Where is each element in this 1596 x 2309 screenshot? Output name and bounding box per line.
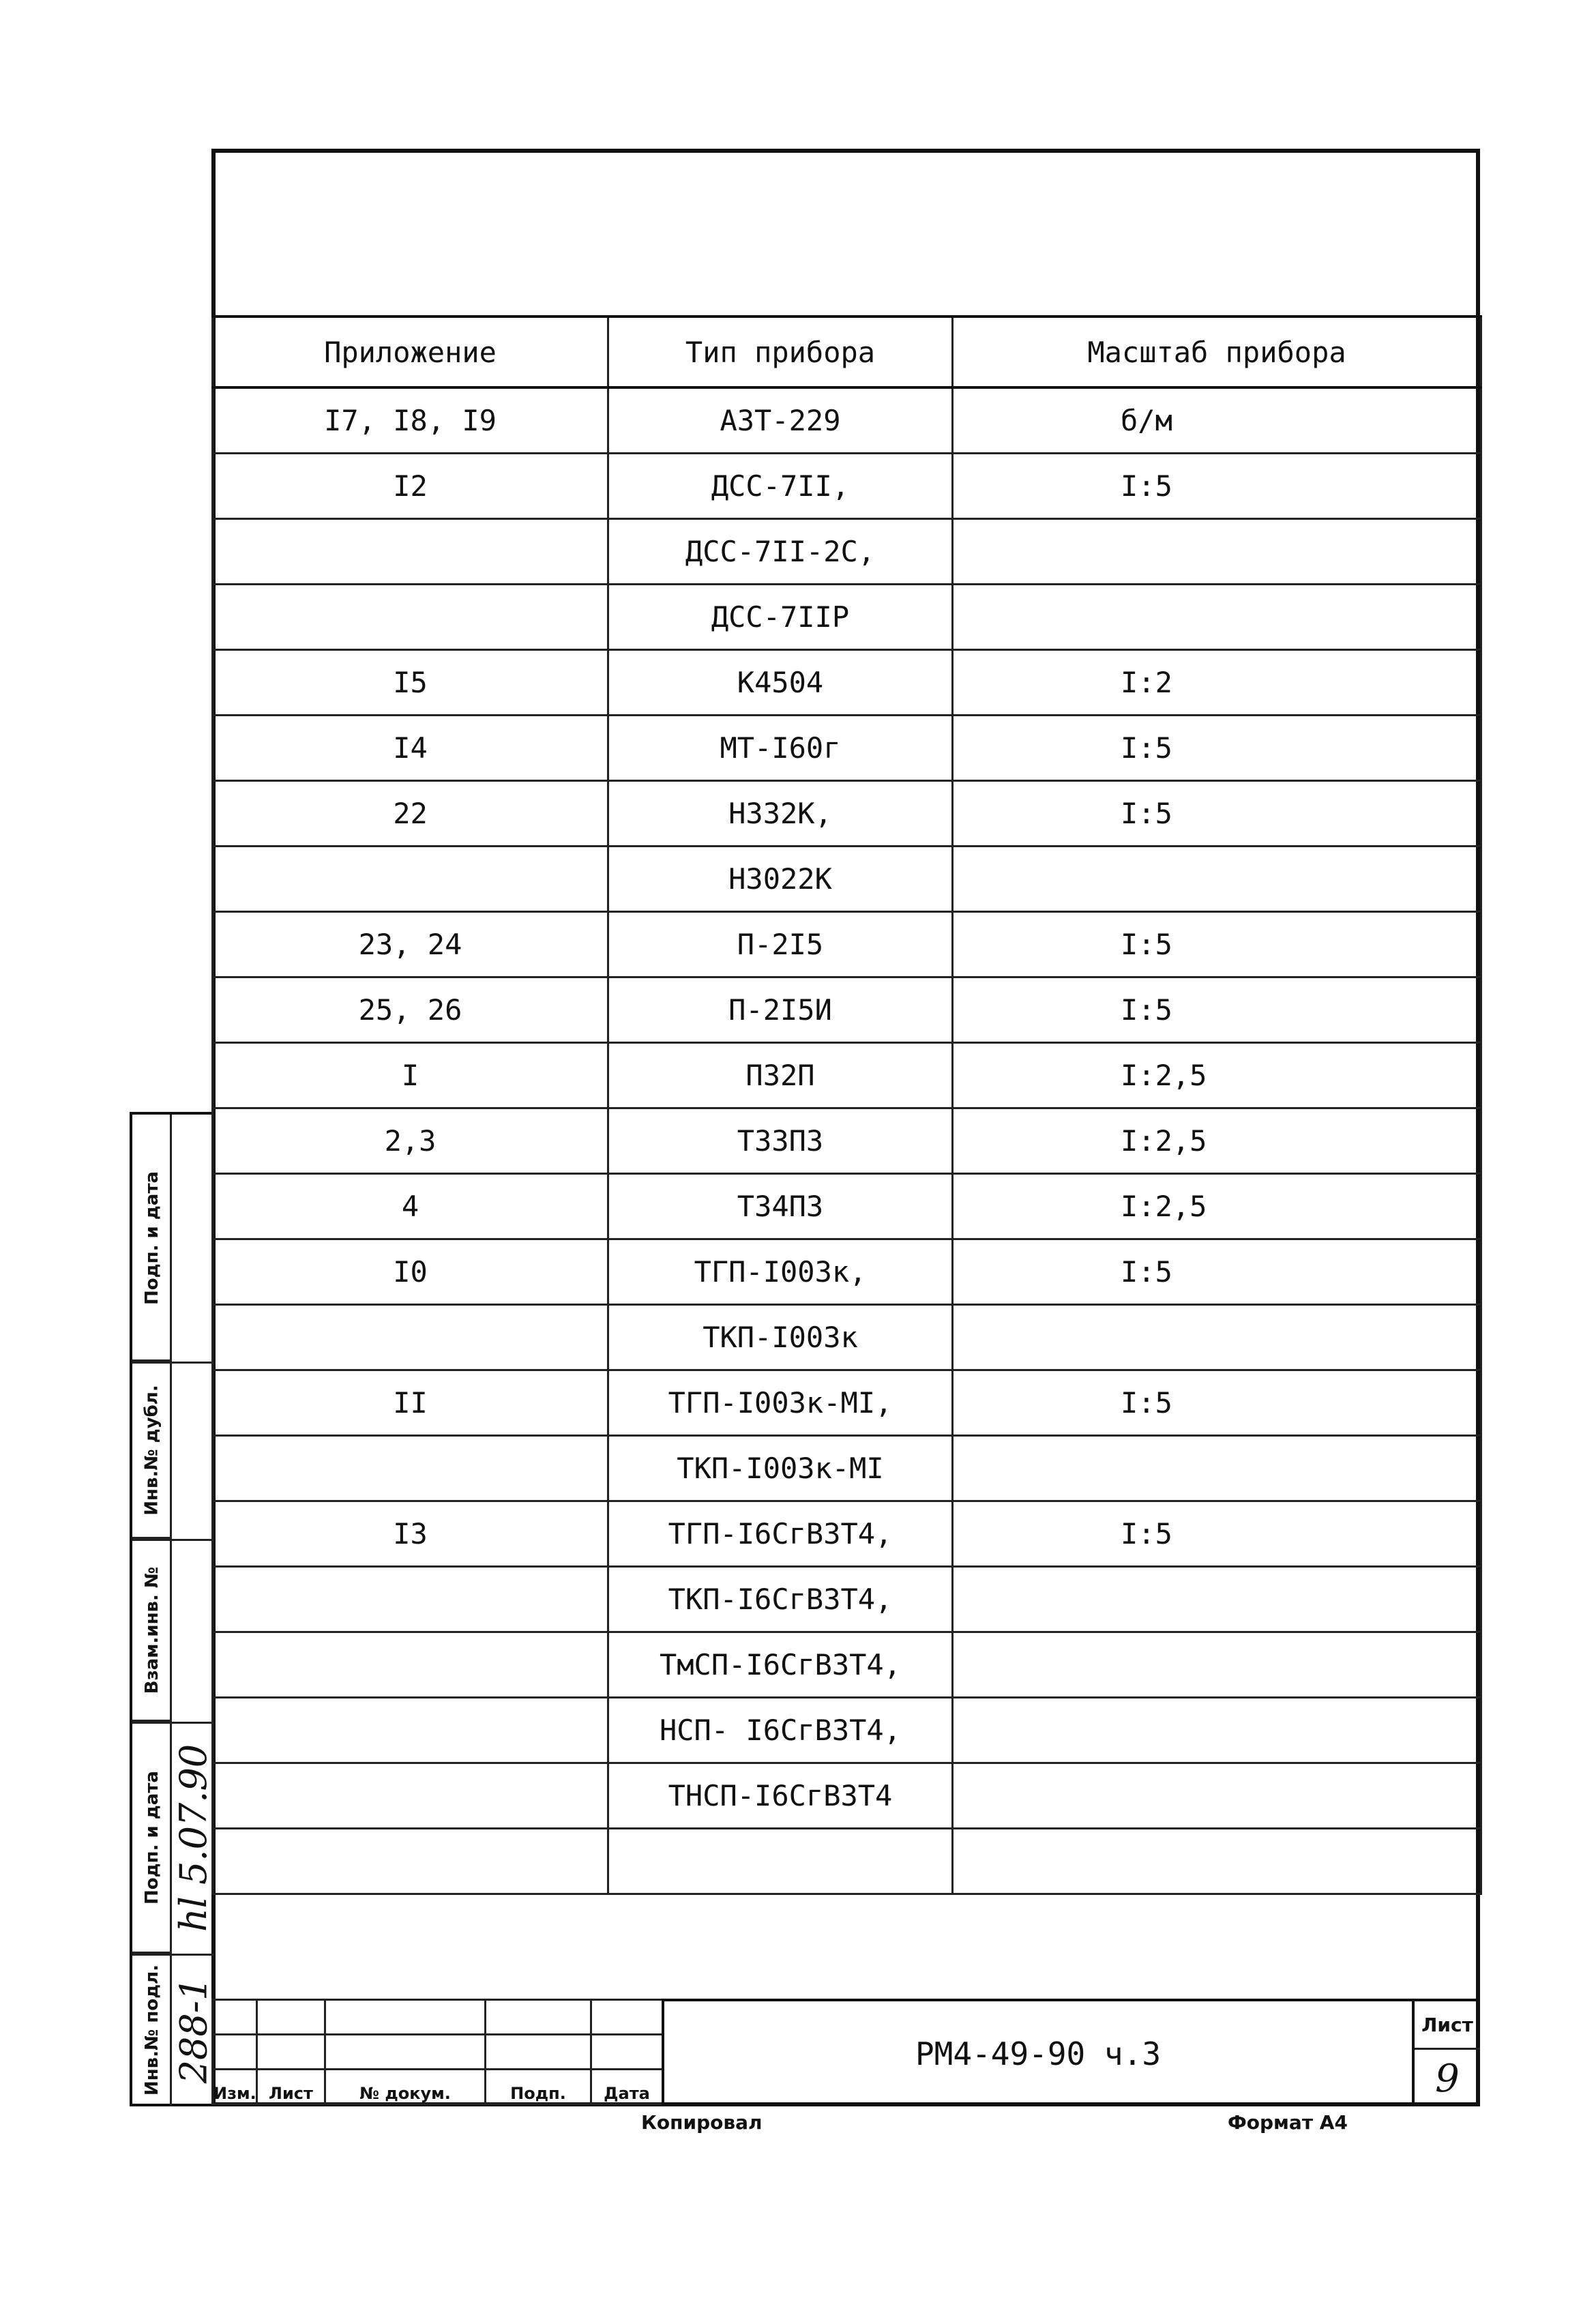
- cell-instrument-type: ТКП-I6СгВ3Т4,: [608, 1567, 953, 1632]
- cell-instrument-scale: I:5: [953, 977, 1481, 1043]
- cell-instrument-type: ТНСП-I6СгВ3Т4: [608, 1763, 953, 1829]
- table-row: [213, 1567, 1481, 1632]
- cell-instrument-type: ТКП-I003к-МI: [608, 1436, 953, 1501]
- label-document-number: № докум.: [325, 2070, 486, 2104]
- stamp-label-original-inv: Инв.№ подл.: [142, 1964, 163, 2096]
- table-row: [213, 1239, 1481, 1305]
- cell-application: II: [213, 1370, 608, 1436]
- cell-instrument-scale: [953, 1829, 1481, 1894]
- cell-instrument-scale: [953, 1436, 1481, 1501]
- table-row: [213, 1305, 1481, 1370]
- label-signature: Подп.: [486, 2070, 591, 2104]
- cell-instrument-scale: I:5: [953, 1370, 1481, 1436]
- table-row: [213, 1501, 1481, 1567]
- label-date: Дата: [591, 2070, 663, 2104]
- document-designation: РМ4-49-90 ч.3: [662, 1999, 1412, 2106]
- stamp-label-signature-date-2: Подп. и дата: [142, 1771, 163, 1904]
- cell-instrument-type: ТКП-I003к: [608, 1305, 953, 1370]
- table-row: [213, 1698, 1481, 1763]
- cell-instrument-scale: I:2,5: [953, 1108, 1481, 1174]
- table-header-row: [213, 317, 1481, 387]
- table-row: [213, 519, 1481, 585]
- cell-instrument-type: К4504: [608, 650, 953, 716]
- cell-instrument-scale: [953, 1632, 1481, 1698]
- cell-instrument-scale: [953, 1698, 1481, 1763]
- cell-instrument-type: П-2I5: [608, 912, 953, 977]
- revision-block: [211, 1999, 664, 2105]
- cell-instrument-scale: [953, 1305, 1481, 1370]
- cell-instrument-type: ТГП-I003к-МI,: [608, 1370, 953, 1436]
- table-row: [213, 1043, 1481, 1108]
- table-row: [213, 912, 1481, 977]
- stamp-label-signature-date-1: Подп. и дата: [142, 1171, 163, 1305]
- cell-application: I0: [213, 1239, 608, 1305]
- cell-application: [213, 585, 608, 650]
- cell-application: 23, 24: [213, 912, 608, 977]
- cell-instrument-scale: [953, 1567, 1481, 1632]
- header-instrument-scale: Масштаб прибора: [953, 317, 1481, 387]
- sheet-label: Лист: [1415, 2001, 1480, 2050]
- handwritten-inventory-number: 288-1: [172, 1977, 216, 2083]
- cell-application: I3: [213, 1501, 608, 1567]
- cell-application: 2,3: [213, 1108, 608, 1174]
- table-row: [213, 1829, 1481, 1894]
- cell-application: [213, 519, 608, 585]
- cell-instrument-type: ДСС-7II,: [608, 454, 953, 519]
- sheet-number: 9: [1435, 2056, 1460, 2101]
- cell-application: I4: [213, 716, 608, 781]
- cell-instrument-type: Т34П3: [608, 1174, 953, 1239]
- cell-instrument-type: МТ-I60г: [608, 716, 953, 781]
- cell-instrument-type: П32П: [608, 1043, 953, 1108]
- cell-application: [213, 1436, 608, 1501]
- table-row: [213, 1174, 1481, 1239]
- handwritten-signature: hl 5.07.90: [172, 1744, 216, 1932]
- revision-labels-row: [213, 2070, 663, 2104]
- cell-application: 25, 26: [213, 977, 608, 1043]
- cell-instrument-scale: I:5: [953, 716, 1481, 781]
- cell-instrument-type: АЗТ-229: [608, 387, 953, 454]
- cell-application: I: [213, 1043, 608, 1108]
- cell-instrument-type: [608, 1829, 953, 1894]
- table-row: [213, 716, 1481, 781]
- cell-instrument-type: Т33П3: [608, 1108, 953, 1174]
- cell-application: I7, I8, I9: [213, 387, 608, 454]
- cell-instrument-scale: [953, 1763, 1481, 1829]
- cell-application: I5: [213, 650, 608, 716]
- table-row: [213, 454, 1481, 519]
- label-change: Изм.: [213, 2070, 257, 2104]
- cell-instrument-type: Н3022К: [608, 847, 953, 912]
- sheet-box: [1412, 1999, 1480, 2106]
- cell-application: 4: [213, 1174, 608, 1239]
- stamp-label-replacement-inv: Взам.инв. №: [142, 1566, 163, 1694]
- cell-instrument-scale: I:2,5: [953, 1043, 1481, 1108]
- table-row: [213, 1108, 1481, 1174]
- table-row: [213, 1763, 1481, 1829]
- instrument-table: [211, 315, 1482, 1895]
- cell-instrument-scale: [953, 519, 1481, 585]
- cell-application: [213, 1567, 608, 1632]
- table-row: [213, 650, 1481, 716]
- table-row: [213, 1436, 1481, 1501]
- cell-application: [213, 847, 608, 912]
- cell-application: [213, 1632, 608, 1698]
- table-row: [213, 585, 1481, 650]
- cell-application: 22: [213, 781, 608, 847]
- cell-instrument-type: ТГП-I6СгВ3Т4,: [608, 1501, 953, 1567]
- header-application: Приложение: [213, 317, 608, 387]
- cell-instrument-type: ТГП-I003к,: [608, 1239, 953, 1305]
- cell-instrument-type: ДСС-7II-2С,: [608, 519, 953, 585]
- cell-instrument-type: НСП- I6СгВ3Т4,: [608, 1698, 953, 1763]
- cell-instrument-scale: I:2,5: [953, 1174, 1481, 1239]
- cell-instrument-scale: I:5: [953, 912, 1481, 977]
- margin-stamp: [130, 1112, 216, 2106]
- label-sheet: Лист: [257, 2070, 325, 2104]
- cell-instrument-type: П-2I5И: [608, 977, 953, 1043]
- header-instrument-type: Тип прибора: [608, 317, 953, 387]
- cell-instrument-scale: I:5: [953, 1239, 1481, 1305]
- cell-instrument-type: ДСС-7IIР: [608, 585, 953, 650]
- table-row: [213, 1370, 1481, 1436]
- cell-instrument-scale: б/м: [953, 387, 1481, 454]
- table-row: [213, 387, 1481, 454]
- cell-application: [213, 1305, 608, 1370]
- cell-application: [213, 1763, 608, 1829]
- table-row: [213, 977, 1481, 1043]
- cell-instrument-type: ТмСП-I6СгВ3Т4,: [608, 1632, 953, 1698]
- table-row: [213, 847, 1481, 912]
- cell-application: I2: [213, 454, 608, 519]
- cell-instrument-scale: I:2: [953, 650, 1481, 716]
- cell-instrument-type: Н332К,: [608, 781, 953, 847]
- table-row: [213, 781, 1481, 847]
- footer-format: Формат А4: [1228, 2111, 1348, 2134]
- table-row: [213, 1632, 1481, 1698]
- stamp-label-duplicate-inv: Инв.№ дубл.: [142, 1385, 163, 1516]
- footer-copied: Копировал: [641, 2111, 763, 2134]
- cell-instrument-scale: I:5: [953, 1501, 1481, 1567]
- cell-instrument-scale: I:5: [953, 454, 1481, 519]
- cell-instrument-scale: I:5: [953, 781, 1481, 847]
- cell-application: [213, 1829, 608, 1894]
- cell-instrument-scale: [953, 585, 1481, 650]
- cell-application: [213, 1698, 608, 1763]
- cell-instrument-scale: [953, 847, 1481, 912]
